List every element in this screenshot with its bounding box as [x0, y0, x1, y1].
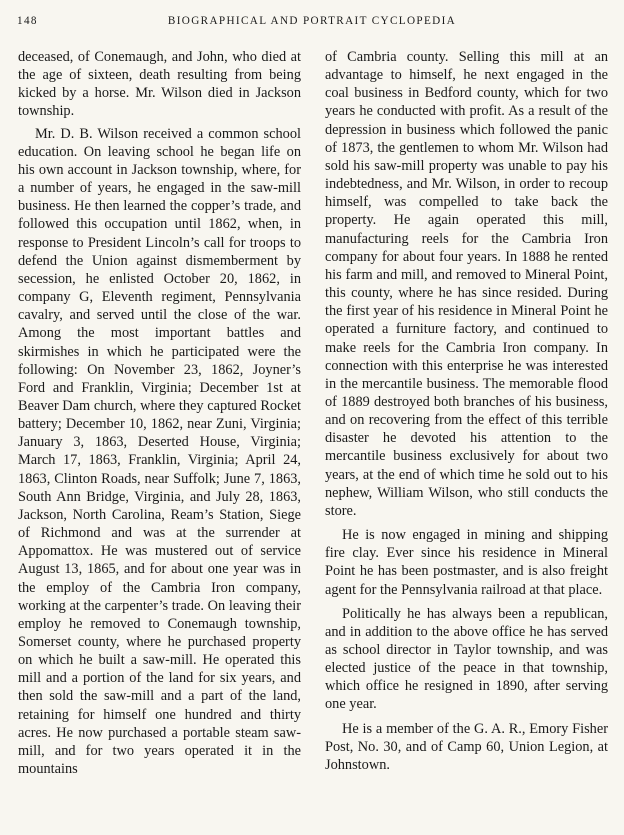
- left-column: [18, 48, 301, 778]
- page-number: 148: [17, 15, 38, 27]
- left-paragraph-2: Mr. D. B. Wilson received a common school education. On leaving school he began life on his own account in Jackson township, where, for a number of years, he engaged in the saw-mill business. He then learned the copper’s trade, and followed this occupation until 1862, when, in response to President Lincoln’s call for troops to defend the Union against dismemberment by secession, he enlisted October 20, 1862, in company G, Eleventh regiment, Pennsylvania cavalry, and served until the close of the war. Among the most important battles and skirmishes in which he participated were the following: On November 23, 1862, Joyner’s Ford and Franklin, Virginia; December 1st at Beaver Dam church, where they captured Rocket battery; December 10, 1862, near Zuni, Virginia; January 3, 1863, Deserted House, Virginia; March 17, 1863, Franklin, Virginia; April 24, 1863, Clinton Roads, near Suffolk; June 7, 1863, South Ann Bridge, Virginia, and July 28, 1863, Jackson, North Carolina, Ream’s Station, Siege of Richmond and was at the surrender at Appomattox. He was mustered out of service August 13, 1865, and for about one year was in the employ of the Cambria Iron company, working at the carpenter’s trade. On leaving their employ he removed to Conemaugh township, Somerset county, where he purchased property on which he built a saw-mill. He operated this mill and a portion of the land for six years, and then sold the saw-mill and a part of the land, retaining for himself one hundred and thirty acres. He now purchased a portable steam saw-mill, and for two years operated it in the mountains: [18, 125, 301, 778]
- right-paragraph-2: He is now engaged in mining and shipping fire clay. Ever since his residence in Mineral Point he has been postmaster, and is also freight agent for the Pennsylvania railroad at that place.: [325, 527, 608, 598]
- right-paragraph-3: Politically he has always been a republican, and in addition to the above office he has served as school director in Taylor township, and was elected justice of the peace in that township, which office he resigned in 1890, after serving one year.: [325, 605, 608, 713]
- left-paragraph-1: deceased, of Conemaugh, and John, who died at the age of sixteen, death resulting from being kicked by a horse. Mr. Wilson died in Jackson township.: [18, 49, 301, 120]
- right-paragraph-1: of Cambria county. Selling this mill at an advantage to himself, he next engaged in the coal business in Bedford county, which for two years he conducted with profit. As a result of the depression in business which followed the panic of 1873, the gentlemen to whom Mr. Wilson had sold his saw-mill property was unable to pay his indebtedness, and Mr. Wilson, in order to recoup himself, was compelled to take back the property. He again operated this mill, manufacturing reels for the Cambria Iron company for about four years. In 1888 he rented his farm and mill, and removed to Mineral Point, this county, where he has since resided. During the first year of his residence in Mineral Point he operated a furniture factory, and continued to make reels for the Cambria Iron company. In connection with this enterprise he was interested in the mercantile business. The memorable flood of 1889 destroyed both branches of his business, and on recovering from the effect of this terrible disaster he devoted his attention to the mercantile business exclusively for about two years, at the end of which time he sold out to his nephew, William Wilson, who still conducts the store.: [325, 49, 608, 519]
- page-header: [17, 15, 607, 33]
- right-column: [325, 48, 608, 774]
- right-paragraph-4: He is a member of the G. A. R., Emory Fisher Post, No. 30, and of Camp 60, Union Legion, at Johnstown.: [325, 720, 608, 773]
- running-head: BIOGRAPHICAL AND PORTRAIT CYCLOPEDIA: [167, 15, 457, 27]
